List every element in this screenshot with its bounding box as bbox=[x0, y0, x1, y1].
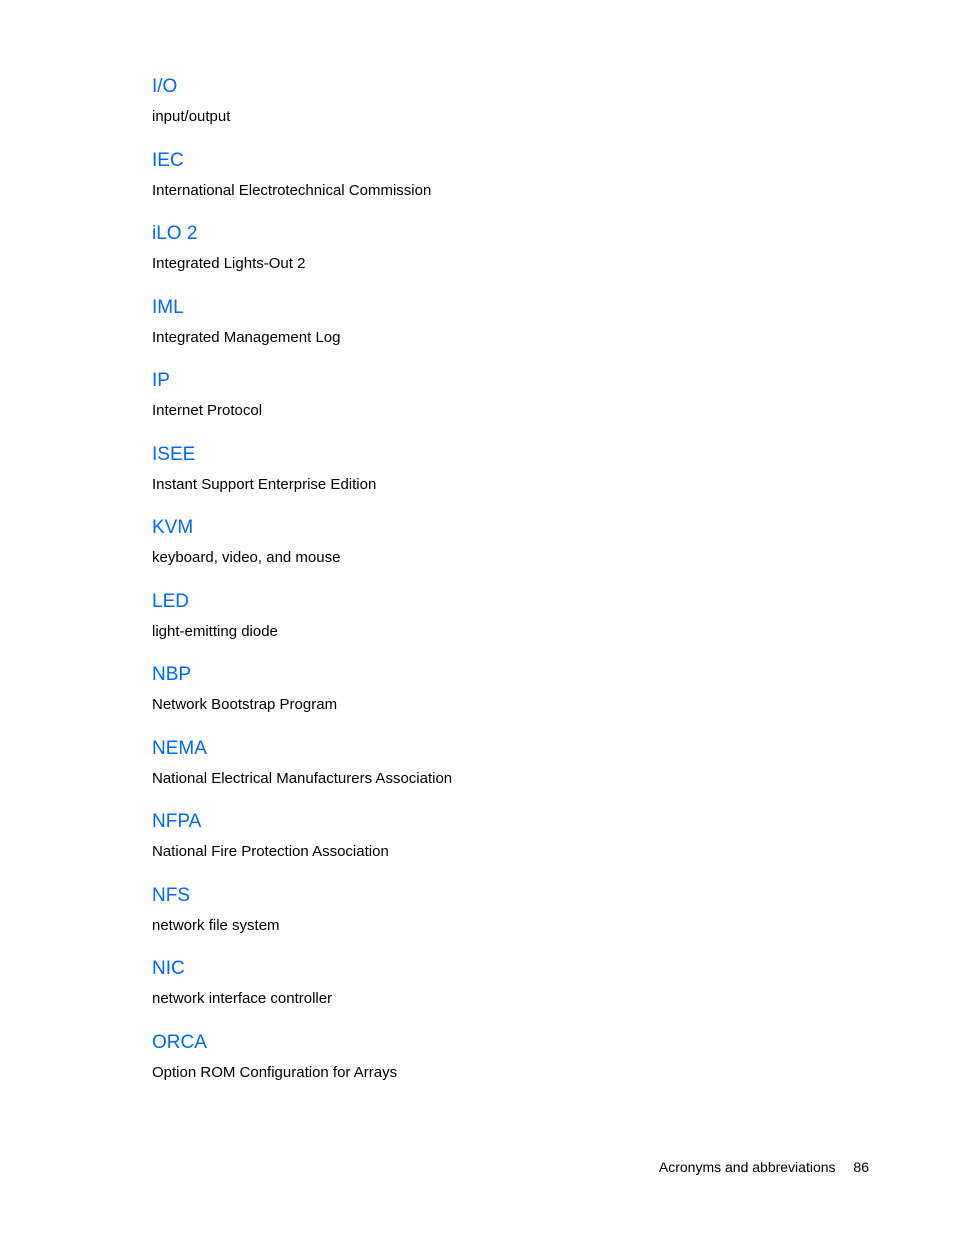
glossary-definition: Option ROM Configuration for Arrays bbox=[152, 1063, 398, 1081]
glossary-entry bbox=[152, 587, 852, 661]
page-footer bbox=[659, 1157, 869, 1177]
page-number: 86 bbox=[853, 1159, 869, 1175]
glossary-term-link[interactable]: NFS bbox=[152, 884, 190, 906]
glossary-term-link[interactable]: NFPA bbox=[152, 811, 202, 832]
glossary-term-link[interactable]: IEC bbox=[152, 149, 184, 171]
glossary-term-link[interactable]: IML bbox=[152, 296, 184, 318]
glossary-entry bbox=[152, 954, 852, 1028]
glossary-entry bbox=[152, 440, 852, 514]
glossary-term-link[interactable]: IP bbox=[152, 370, 170, 391]
glossary-definition: input/output bbox=[152, 108, 231, 125]
glossary-term-link[interactable]: NBP bbox=[152, 664, 192, 685]
glossary-definition: National Electrical Manufacturers Association bbox=[152, 769, 453, 787]
glossary-term-link[interactable]: NEMA bbox=[152, 737, 207, 759]
glossary-definition: National Fire Protection Association bbox=[152, 843, 389, 860]
glossary-definition: Network Bootstrap Program bbox=[152, 696, 338, 713]
glossary-entry bbox=[152, 1028, 852, 1102]
glossary-definition: International Electrotechnical Commission bbox=[152, 181, 432, 199]
glossary-entry bbox=[152, 146, 852, 220]
glossary-term-link[interactable]: ISEE bbox=[152, 443, 196, 465]
glossary-definition: network file system bbox=[152, 916, 280, 934]
glossary-entry bbox=[152, 72, 852, 146]
glossary-term-link[interactable]: I/O bbox=[152, 76, 178, 97]
footer-section-title: Acronyms and abbreviations bbox=[658, 1159, 836, 1175]
glossary-entry bbox=[152, 219, 852, 293]
glossary-term-link[interactable]: NIC bbox=[152, 958, 185, 979]
glossary-entry bbox=[152, 366, 852, 440]
glossary-term-link[interactable]: iLO 2 bbox=[152, 223, 198, 244]
glossary-definition: light-emitting diode bbox=[152, 622, 278, 640]
glossary-entry bbox=[152, 293, 852, 367]
glossary-list bbox=[152, 72, 852, 1101]
glossary-definition: Instant Support Enterprise Edition bbox=[152, 475, 377, 493]
glossary-definition: Integrated Lights-Out 2 bbox=[152, 255, 306, 272]
glossary-definition: network interface controller bbox=[152, 990, 333, 1007]
glossary-entry bbox=[152, 881, 852, 955]
glossary-term-link[interactable]: ORCA bbox=[152, 1031, 207, 1053]
glossary-entry bbox=[152, 660, 852, 734]
glossary-definition: Integrated Management Log bbox=[152, 328, 341, 346]
glossary-definition: keyboard, video, and mouse bbox=[152, 549, 341, 566]
glossary-entry bbox=[152, 734, 852, 808]
glossary-term-link[interactable]: LED bbox=[152, 590, 189, 612]
glossary-definition: Internet Protocol bbox=[152, 402, 263, 419]
glossary-entry bbox=[152, 807, 852, 881]
glossary-entry bbox=[152, 513, 852, 587]
glossary-term-link[interactable]: KVM bbox=[152, 517, 194, 538]
